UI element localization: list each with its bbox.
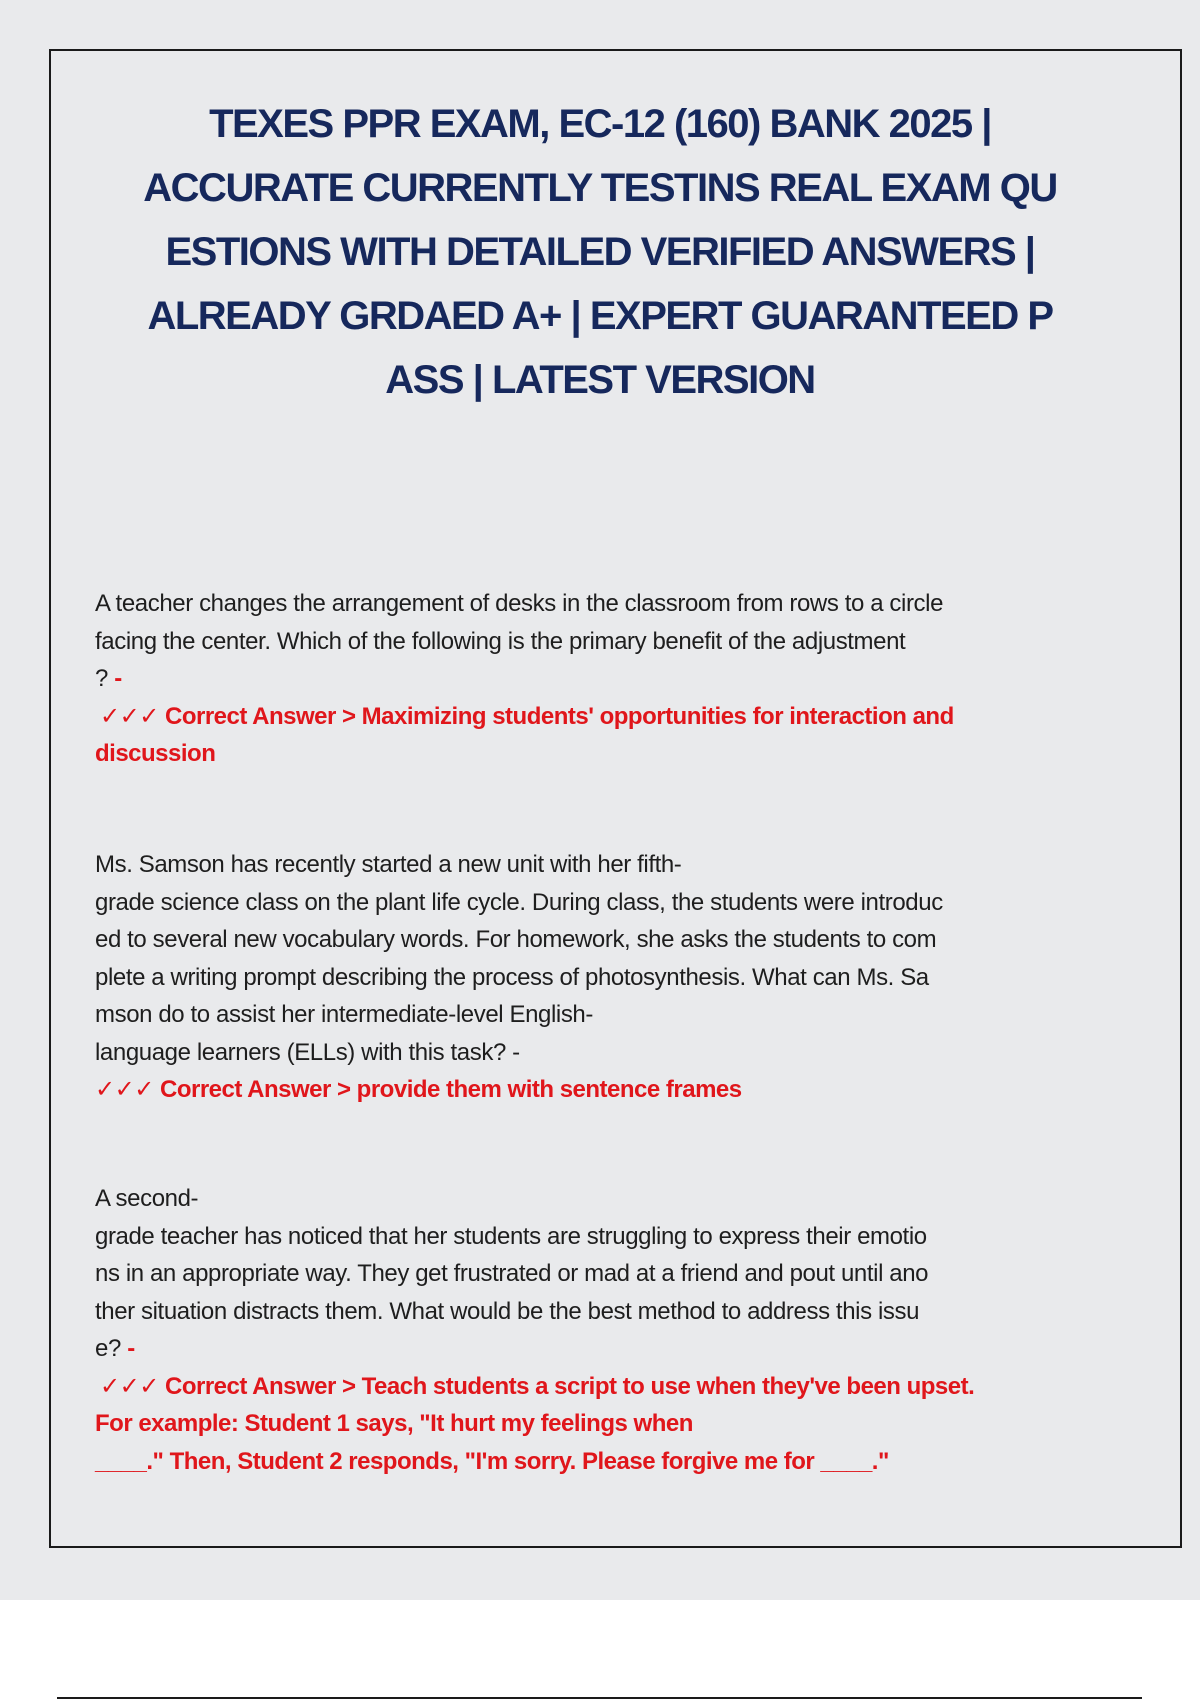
question-line: Ms. Samson has recently started a new unit with her fifth- (95, 851, 682, 878)
title-line: ACCURATE CURRENTLY TESTINS REAL EXAM QU (143, 166, 1057, 210)
title-line: ESTIONS WITH DETAILED VERIFIED ANSWERS | (165, 230, 1035, 274)
question-line: e? - (95, 1335, 135, 1362)
question-block-3 (95, 1180, 1055, 1480)
question-line: grade science class on the plant life cycle. During class, the students were introduc (95, 888, 943, 916)
question-line: ther situation distracts them. What would be the best method to address this issu (95, 1297, 920, 1325)
footer-divider (57, 1697, 1142, 1699)
answer-dash: - (127, 1335, 135, 1362)
answer-line: ✓✓✓ Correct Answer > Maximizing students' opportunities for interaction and (100, 702, 954, 730)
question-text (95, 1180, 1055, 1368)
title-line: TEXES PPR EXAM, EC-12 (160) BANK 2025 | (209, 102, 991, 146)
correct-answer (95, 698, 1055, 773)
answer-line: For example: Student 1 says, "It hurt my feelings when (95, 1410, 693, 1437)
answer-line: ✓✓✓ Correct Answer > provide them with sentence frames (95, 1076, 742, 1103)
answer-line: ✓✓✓ Correct Answer > Teach students a script to use when they've been upset. (100, 1372, 975, 1400)
question-line: ? - (95, 665, 122, 692)
question-line: plete a writing prompt describing the process of photosynthesis. What can Ms. Sa (95, 963, 929, 991)
question-line: mson do to assist her intermediate-level English- (95, 1001, 593, 1028)
document-title (60, 92, 1140, 412)
question-line: facing the center. Which of the following is the primary benefit of the adjustment (95, 627, 906, 655)
question-line: ns in an appropriate way. They get frustrated or mad at a friend and pout until ano (95, 1260, 929, 1287)
question-line: A teacher changes the arrangement of desks in the classroom from rows to a circle (95, 590, 944, 617)
question-text (95, 846, 1055, 1071)
title-line: ASS | LATEST VERSION (385, 358, 815, 402)
question-line: A second- (95, 1185, 199, 1212)
question-line: ed to several new vocabulary words. For homework, she asks the students to com (95, 926, 937, 953)
answer-line: discussion (95, 740, 216, 767)
question-line: grade teacher has noticed that her students are struggling to express their emotio (95, 1222, 927, 1250)
question-block-1 (95, 585, 1055, 773)
question-text (95, 585, 1055, 698)
question-line: language learners (ELLs) with this task? - (95, 1038, 520, 1066)
answer-line: ____." Then, Student 2 responds, "I'm sorry. Please forgive me for ____." (95, 1447, 889, 1475)
answer-dash: - (114, 665, 122, 692)
question-block-2 (95, 846, 1055, 1109)
title-line: ALREADY GRDAED A+ | EXPERT GUARANTEED P (147, 294, 1053, 338)
correct-answer (95, 1368, 1055, 1481)
correct-answer (95, 1071, 1055, 1109)
